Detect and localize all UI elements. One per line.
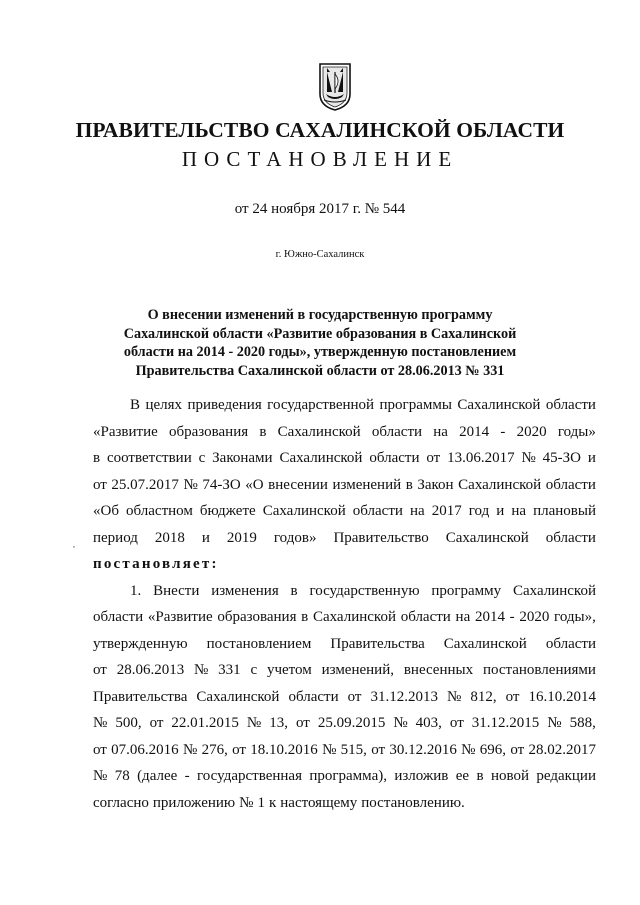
word: к (268, 794, 277, 811)
subject-line: области на 2014 - 2020 годы», утвержденную постановлением (123, 344, 517, 361)
word: 13.06.2017 (447, 450, 515, 466)
word: внесенных (403, 662, 474, 678)
word: от (426, 450, 441, 466)
word: № (93, 715, 108, 731)
preamble-line (93, 392, 596, 419)
word: № (447, 688, 462, 705)
word: целях (145, 397, 183, 413)
word: государственная (197, 768, 302, 784)
item1-line (93, 737, 596, 764)
word: образования (169, 423, 249, 440)
document-subject (120, 306, 520, 380)
word: годы», (554, 609, 596, 625)
word: № (246, 715, 262, 731)
word: приведения (187, 397, 262, 413)
word: 25.09.2015 (317, 715, 386, 731)
word: области (369, 450, 420, 466)
word: Законами (212, 450, 273, 466)
subject-line: О внесении изменений в государственную программу (147, 307, 493, 323)
word: 28.06.2013 (116, 662, 185, 678)
word: 2018 (154, 529, 185, 546)
word: изменений, (321, 662, 394, 678)
coat-of-arms-icon (318, 62, 352, 112)
word: областном (126, 503, 193, 519)
word: № (521, 450, 536, 466)
word: утвержденную (93, 635, 188, 652)
word: плановый (533, 503, 596, 519)
item1-line (93, 604, 596, 631)
preamble-line (93, 419, 596, 446)
word: программу (431, 582, 502, 599)
word: 18.10.2016 (250, 741, 318, 758)
word: с (250, 662, 258, 678)
word: учетом (266, 662, 312, 678)
preamble-line (93, 525, 596, 552)
word: 515, (340, 741, 367, 758)
word: от (510, 741, 525, 758)
word: № (547, 715, 562, 731)
word: 74-ЗО (202, 476, 241, 493)
word: 31.12.2013 (370, 688, 438, 705)
word: годов» (273, 529, 317, 546)
word: приложению (152, 794, 236, 811)
item1-line (93, 710, 596, 737)
word: области (352, 503, 403, 519)
word: постановлениями (482, 662, 596, 678)
subject-line: Правительства Сахалинской области от 28.06.2013 № 331 (135, 362, 505, 379)
word: 28.02.2017 (528, 741, 596, 758)
word: на (511, 503, 527, 519)
word: «Развитие (93, 423, 158, 440)
word: изложив (394, 768, 449, 784)
document-type: ПОСТАНОВЛЕНИЕ (181, 147, 459, 171)
word: области (545, 635, 596, 652)
word: 45-ЗО (542, 450, 581, 466)
word: № (194, 662, 209, 678)
document-city: г. Южно-Сахалинск (275, 249, 365, 260)
word: настоящему (280, 794, 358, 811)
word: Правительства (93, 688, 188, 705)
word: и (496, 503, 505, 519)
word: изменения (211, 582, 279, 599)
word: области (400, 609, 451, 625)
word: год (468, 503, 490, 519)
word: № (183, 476, 198, 493)
word: - (509, 609, 515, 625)
word: в (476, 768, 484, 784)
word: «Об (93, 503, 119, 519)
word: Сахалинской (277, 423, 361, 440)
word: 25.07.2017 (111, 476, 179, 493)
word: «Развитие (147, 609, 213, 625)
word: № (239, 794, 254, 811)
word: области (288, 688, 339, 705)
word: Правительство (333, 529, 429, 546)
word: 696, (479, 741, 507, 758)
word: от (347, 688, 362, 705)
word: «О (245, 476, 264, 493)
word: - (500, 423, 506, 440)
word: 22.01.2015 (171, 715, 239, 731)
word: образования (217, 609, 297, 625)
word: от (449, 715, 464, 731)
word: программа), (309, 768, 387, 784)
word: государственную (309, 582, 420, 599)
word: № (461, 741, 476, 758)
word: № (93, 768, 108, 784)
word: Сахалинской (512, 582, 596, 599)
word: редакции (536, 768, 596, 784)
word: 403, (415, 715, 442, 731)
word: 07.06.2016 (111, 741, 179, 758)
word: области (371, 423, 423, 440)
word: годы» (557, 423, 596, 440)
word: от (505, 688, 520, 705)
document-body (93, 392, 596, 816)
word: на (433, 423, 448, 440)
word: в (93, 450, 101, 466)
word: и (587, 450, 596, 466)
word: Сахалинской (457, 397, 541, 413)
word: 1 (257, 794, 265, 811)
word: 13, (269, 715, 288, 731)
word: 2014 (474, 609, 505, 625)
margin-mark: , (73, 540, 75, 549)
word: период (93, 529, 138, 546)
word: на (409, 503, 425, 519)
document-date-number: от 24 ноября 2017 г. № 544 (234, 201, 406, 217)
word: 1. (130, 582, 142, 599)
item1-line (93, 790, 596, 817)
word: 2017 (431, 503, 462, 519)
item1-line (93, 631, 596, 658)
word: на (455, 609, 471, 625)
word: 588, (569, 715, 596, 731)
word: Сахалинской (443, 635, 527, 652)
word: изменений (332, 476, 402, 493)
word: 812, (470, 688, 497, 705)
word: Правительства (330, 635, 425, 652)
word: 331 (218, 662, 241, 678)
word: Сахалинской (262, 503, 346, 519)
word: 500, (115, 715, 142, 731)
word: государственной (267, 397, 375, 413)
word: 16.10.2014 (528, 688, 596, 705)
word: в (259, 423, 267, 440)
resolves-line (93, 551, 596, 578)
word: Сахалинской (458, 476, 542, 493)
subject-line: Сахалинской области «Развитие образования в Сахалинской (123, 325, 517, 342)
word: ее (455, 768, 470, 784)
word: от (371, 741, 386, 758)
word: бюджете (199, 503, 256, 519)
word: соответствии (106, 450, 192, 466)
item1-line (93, 763, 596, 790)
word: от (93, 476, 107, 493)
word: программы (379, 397, 452, 413)
word: Сахалинской (279, 450, 363, 466)
word: Сахалинской (312, 609, 396, 625)
word: Закон (417, 476, 454, 493)
word: 276, (201, 741, 228, 758)
word: постановлению. (361, 794, 465, 811)
word: 2014 (459, 423, 490, 440)
word: внесении (268, 476, 328, 493)
word: в (290, 582, 298, 599)
word: от (149, 715, 164, 731)
word: в (301, 609, 309, 625)
word: Внести (153, 582, 200, 599)
preamble-line (93, 445, 596, 472)
word: от (93, 662, 107, 678)
word: В (130, 397, 141, 413)
word: 31.12.2015 (471, 715, 540, 731)
word: постановлением (206, 635, 312, 652)
word: № (182, 741, 198, 758)
word: от (93, 741, 107, 758)
word: области (545, 476, 596, 493)
word: 2020 (516, 423, 547, 440)
preamble-line (93, 472, 596, 499)
word: № (322, 741, 337, 758)
word: Сахалинской (445, 529, 529, 546)
word: 78 (114, 768, 130, 784)
word: и (201, 529, 210, 546)
word: с (198, 450, 206, 466)
organization-name: ПРАВИТЕЛЬСТВО САХАЛИНСКОЙ ОБЛАСТИ (75, 118, 565, 142)
word: № (393, 715, 408, 731)
word: в (405, 476, 413, 493)
resolves-word: постановляет: (93, 556, 219, 572)
word: 30.12.2016 (389, 741, 457, 758)
word: новой (490, 768, 529, 784)
word: области (545, 529, 596, 546)
word: (далее (137, 768, 178, 784)
word: от (295, 715, 310, 731)
item1-line (93, 578, 596, 605)
word: от (232, 741, 246, 758)
word: области (545, 397, 596, 413)
word: 2020 (519, 609, 550, 625)
item1-line (93, 684, 596, 711)
word: Сахалинской (196, 688, 280, 705)
preamble-line (93, 498, 596, 525)
word: - (184, 768, 190, 784)
word: области (93, 609, 144, 625)
item1-line (93, 657, 596, 684)
word: 2019 (226, 529, 257, 546)
word: согласно (93, 794, 149, 811)
